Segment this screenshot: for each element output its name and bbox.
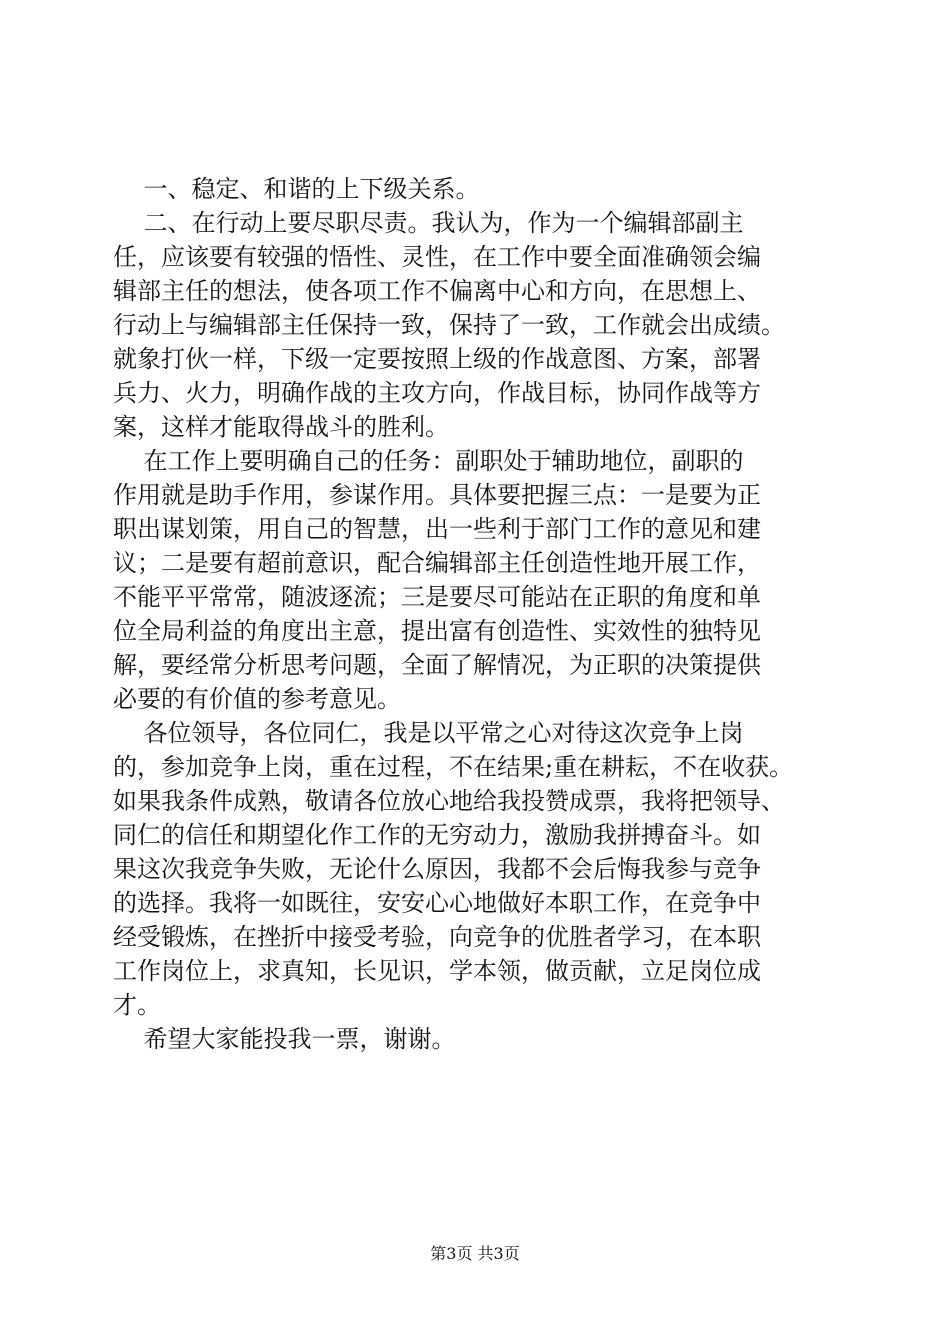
text-line: 行动上与编辑部主任保持一致，保持了一致，工作就会出成绩。: [113, 311, 785, 339]
text-line: 解，要经常分析思考问题，全面了解情况，为正职的决策提供: [113, 651, 761, 679]
text-line: 工作岗位上，求真知，长见识，学本领，做贡献，立足岗位成: [113, 957, 761, 985]
text-line: 不能平平常常，随波逐流；三是要尽可能站在正职的角度和单: [113, 583, 761, 611]
text-line: 的选择。我将一如既往，安安心心地做好本职工作，在竞争中: [113, 889, 761, 917]
page-footer: 第3页 共3页: [430, 1244, 520, 1263]
text-line: 同仁的信任和期望化作工作的无穷动力，激励我拼搏奋斗。如: [113, 821, 761, 849]
text-line: 任，应该要有较强的悟性、灵性，在工作中要全面准确领会编: [113, 243, 761, 271]
text-line: 兵力、火力，明确作战的主攻方向，作战目标，协同作战等方: [113, 379, 761, 407]
text-line: 二、在行动上要尽职尽责。我认为，作为一个编辑部副主: [113, 209, 744, 237]
text-line: 位全局利益的角度出主意，提出富有创造性、实效性的独特见: [113, 617, 761, 645]
text-line: 如果我条件成熟，敬请各位放心地给我投赞成票，我将把领导、: [113, 787, 785, 815]
text-line: 就象打伙一样，下级一定要按照上级的作战意图、方案，部署: [113, 345, 761, 373]
text-line: 必要的有价值的参考意见。: [113, 685, 401, 713]
text-line: 各位领导，各位同仁，我是以平常之心对待这次竞争上岗: [113, 719, 744, 747]
document-body: [113, 172, 849, 1056]
text-line: 议；二是要有超前意识，配合编辑部主任创造性地开展工作，: [113, 549, 761, 577]
text-line: 才。: [113, 991, 161, 1019]
text-line: 希望大家能投我一票，谢谢。: [113, 1025, 456, 1053]
text-line: 一、稳定、和谐的上下级关系。: [113, 175, 480, 203]
text-line: 辑部主任的想法，使各项工作不偏离中心和方向，在思想上、: [113, 277, 761, 305]
text-line: 果这次我竞争失败，无论什么原因，我都不会后悔我参与竞争: [113, 855, 761, 883]
text-line: 作用就是助手作用，参谋作用。具体要把握三点：一是要为正: [113, 481, 761, 509]
text-line: 职出谋划策，用自己的智慧，出一些利于部门工作的意见和建: [113, 515, 761, 543]
text-line: 在工作上要明确自己的任务：副职处于辅助地位，副职的: [113, 447, 744, 475]
text-line: 经受锻炼，在挫折中接受考验，向竞争的优胜者学习，在本职: [113, 923, 761, 951]
text-line: 案，这样才能取得战斗的胜利。: [113, 413, 449, 441]
text-line: 的，参加竞争上岗，重在过程，不在结果;重在耕耘，不在收获。: [113, 753, 794, 781]
